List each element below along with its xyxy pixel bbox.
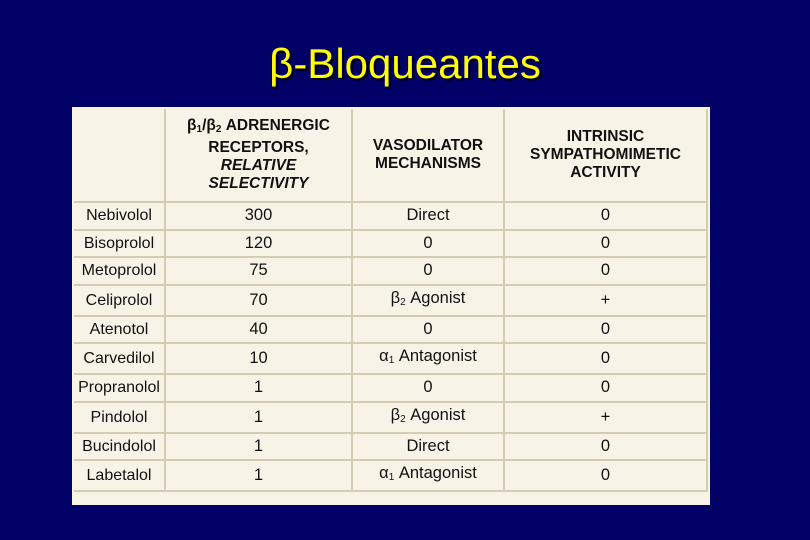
drug-cell: Bisoprolol — [74, 231, 166, 259]
drug-cell: Labetalol — [74, 461, 166, 492]
drug-cell: Carvedilol — [74, 344, 166, 375]
drug-cell: Atenotol — [74, 317, 166, 345]
isa-cell: 0 — [505, 258, 708, 286]
table-row — [74, 375, 708, 403]
isa-cell: + — [505, 403, 708, 434]
header-row — [74, 109, 708, 203]
vasodilator-cell: 0 — [353, 317, 505, 345]
isa-cell: 0 — [505, 434, 708, 462]
vasodilator-cell: $\alpha_1$ Antagonist — [353, 344, 505, 375]
beta-blocker-table — [74, 109, 708, 492]
drug-cell: Bucindolol — [74, 434, 166, 462]
vasodilator-cell: $\beta_2$ Agonist — [353, 286, 505, 317]
vasodilator-cell: $\beta_2$ Agonist — [353, 403, 505, 434]
table-row — [74, 434, 708, 462]
table-row — [74, 403, 708, 434]
selectivity-cell: 1 — [166, 461, 353, 492]
table-row — [74, 231, 708, 259]
header-isa — [505, 109, 708, 203]
selectivity-cell: 75 — [166, 258, 353, 286]
vasodilator-cell: 0 — [353, 258, 505, 286]
header-selectivity-line4: SELECTIVITY — [208, 175, 309, 192]
isa-cell: 0 — [505, 344, 708, 375]
isa-cell: 0 — [505, 461, 708, 492]
header-isa-line1: INTRINSIC — [566, 128, 645, 145]
vasodilator-cell: $\alpha_1$ Antagonist — [353, 461, 505, 492]
table-row — [74, 344, 708, 375]
header-vasodilator-line1: VASODILATOR — [372, 137, 484, 154]
header-selectivity-line1: $\beta_1/\beta_2$ ADRENERGIC — [187, 117, 330, 135]
header-vasodilator-line2: MECHANISMS — [375, 155, 481, 172]
header-selectivity — [166, 109, 353, 203]
selectivity-cell: 120 — [166, 231, 353, 259]
table-row — [74, 317, 708, 345]
drug-cell: Pindolol — [74, 403, 166, 434]
drug-cell: Celiprolol — [74, 286, 166, 317]
vasodilator-cell: Direct — [353, 434, 505, 462]
selectivity-cell: 300 — [166, 203, 353, 231]
slide-title: β-Bloqueantes — [269, 40, 541, 87]
table-row — [74, 258, 708, 286]
table-row — [74, 461, 708, 492]
isa-cell: 0 — [505, 375, 708, 403]
selectivity-cell: 1 — [166, 375, 353, 403]
header-isa-line2: SYMPATHOMIMETIC — [530, 146, 681, 163]
isa-cell: + — [505, 286, 708, 317]
header-isa-line3: ACTIVITY — [570, 164, 641, 181]
vasodilator-cell: 0 — [353, 231, 505, 259]
isa-cell: 0 — [505, 317, 708, 345]
selectivity-cell: 1 — [166, 434, 353, 462]
header-selectivity-line3: RELATIVE — [220, 157, 297, 174]
isa-cell: 0 — [505, 203, 708, 231]
vasodilator-cell: Direct — [353, 203, 505, 231]
selectivity-cell: 70 — [166, 286, 353, 317]
header-selectivity-line2: RECEPTORS, — [208, 139, 309, 156]
vasodilator-cell: 0 — [353, 375, 505, 403]
table-row — [74, 286, 708, 317]
header-drug — [74, 109, 166, 203]
drug-cell: Propranolol — [74, 375, 166, 403]
isa-cell: 0 — [505, 231, 708, 259]
selectivity-cell: 10 — [166, 344, 353, 375]
drug-cell: Metoprolol — [74, 258, 166, 286]
selectivity-cell: 1 — [166, 403, 353, 434]
drug-cell: Nebivolol — [74, 203, 166, 231]
table-panel — [72, 107, 710, 505]
selectivity-cell: 40 — [166, 317, 353, 345]
table-row — [74, 203, 708, 231]
header-vasodilator — [353, 109, 505, 203]
